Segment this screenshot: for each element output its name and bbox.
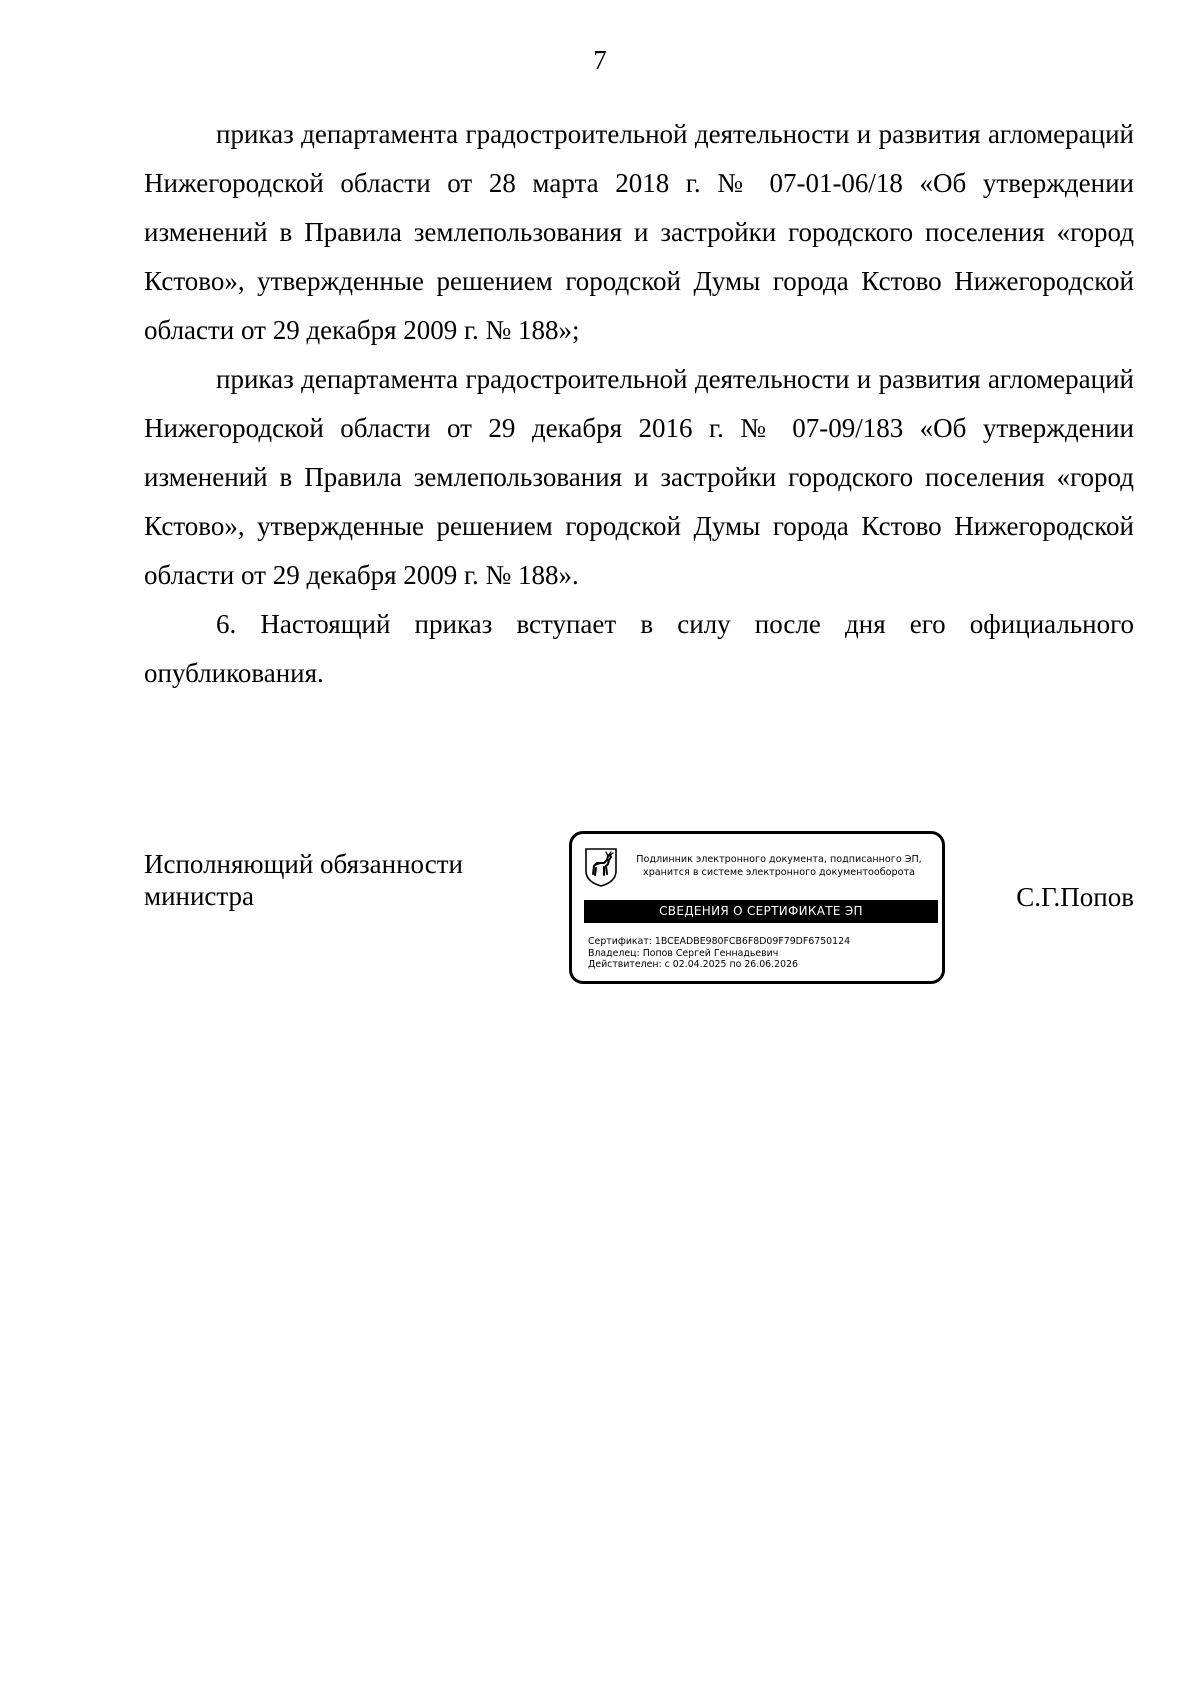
stamp-header <box>620 853 938 879</box>
signatory-title <box>144 848 544 912</box>
stamp-header-line: Подлинник электронного документа, подписанного ЭП, <box>636 854 922 865</box>
body-paragraph: приказ департамента градостроительной деятельности и развития агломераций Нижегородской области от 29 декабря 2016 г. № 07-09/183 «Об утверждении изменений в Правила землепользования и застройки городского поселения «город Кстово», утвержденные решением городской Думы города Кстово Нижегородской области от 29 декабря 2009 г. № 188». <box>144 364 1134 590</box>
body-paragraph: 6. Настоящий приказ вступает в силу после дня его официального опубликования. <box>144 609 1134 688</box>
certificate-info-bar: СВЕДЕНИЯ О СЕРТИФИКАТЕ ЭП <box>584 900 938 923</box>
signatory-title-line: министра <box>144 881 255 911</box>
certificate-number: Сертификат: 1BCEADBE980FCB6F8D09F79DF6750124 <box>588 936 851 947</box>
deer-emblem-icon <box>584 847 618 887</box>
certificate-owner: Владелец: Попов Сергей Геннадьевич <box>588 947 779 959</box>
certificate-validity: Действителен: с 02.04.2025 по 26.06.2026 <box>588 959 798 970</box>
signatory-name: С.Г.Попов <box>1016 882 1134 912</box>
electronic-signature-stamp <box>569 831 945 984</box>
page-number: 7 <box>593 45 607 75</box>
signatory-title-line: Исполняющий обязанности <box>144 849 463 879</box>
stamp-header-line: хранится в системе электронного документооборота <box>643 867 915 878</box>
document-body <box>144 110 1134 698</box>
body-paragraph: приказ департамента градостроительной деятельности и развития агломераций Нижегородской области от 28 марта 2018 г. № 07-01-06/18 «Об утверждении изменений в Правила землепользования и застройки городского поселения «город Кстово», утвержденные решением городской Думы города Кстово Нижегородской области от 29 декабря 2009 г. № 188»; <box>144 119 1134 345</box>
certificate-details <box>588 936 938 971</box>
